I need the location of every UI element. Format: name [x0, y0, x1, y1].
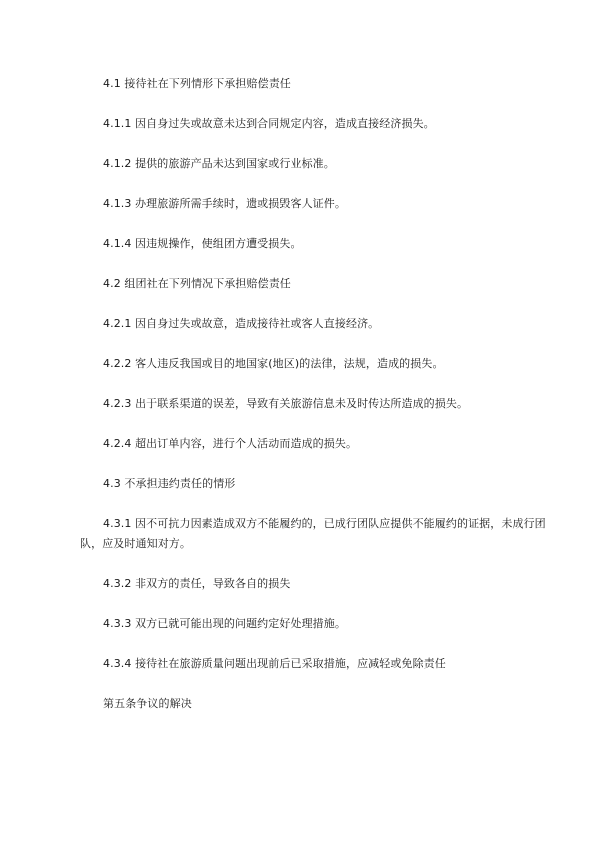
clause-4-3-2: 4.3.2 非双方的责任，导致各自的损失	[103, 577, 291, 590]
clause-4-2-4: 4.2.4 超出订单内容，进行个人活动而造成的损失。	[103, 437, 358, 450]
section-heading-4-3: 4.3 不承担违约责任的情形	[103, 477, 236, 490]
clause-4-1-1: 4.1.1 因自身过失或故意未达到合同规定内容，造成直接经济损失。	[103, 117, 435, 130]
clause-4-3-1: 4.3.1 因不可抗力因素造成双方不能履约的，已成行团队应提供不能履约的证据，未成行团队，应及时通知对方。	[80, 517, 546, 550]
clause-4-2-1: 4.2.1 因自身过失或故意，造成接待社或客人直接经济。	[103, 317, 380, 330]
section-heading-4-2: 4.2 组团社在下列情况下承担赔偿责任	[103, 277, 291, 290]
clause-4-2-2: 4.2.2 客人违反我国或目的地国家(地区)的法律，法规，造成的损失。	[103, 357, 444, 370]
clause-4-1-2: 4.1.2 提供的旅游产品未达到国家或行业标准。	[103, 157, 335, 170]
clause-4-2-3: 4.2.3 出于联系渠道的误差，导致有关旅游信息未及时传达所造成的损失。	[103, 397, 469, 410]
article-5-heading: 第五条争议的解决	[103, 697, 192, 710]
clause-4-3-3: 4.3.3 双方已就可能出现的问题约定好处理措施。	[103, 617, 346, 630]
clause-4-3-4: 4.3.4 接待社在旅游质量问题出现前后已采取措施，应减轻或免除责任	[103, 657, 446, 670]
clause-4-1-4: 4.1.4 因违规操作，使组团方遭受损失。	[103, 237, 302, 250]
section-heading-4-1: 4.1 接待社在下列情形下承担赔偿责任	[103, 77, 291, 90]
clause-4-1-3: 4.1.3 办理旅游所需手续时，遗或损毁客人证件。	[103, 197, 346, 210]
